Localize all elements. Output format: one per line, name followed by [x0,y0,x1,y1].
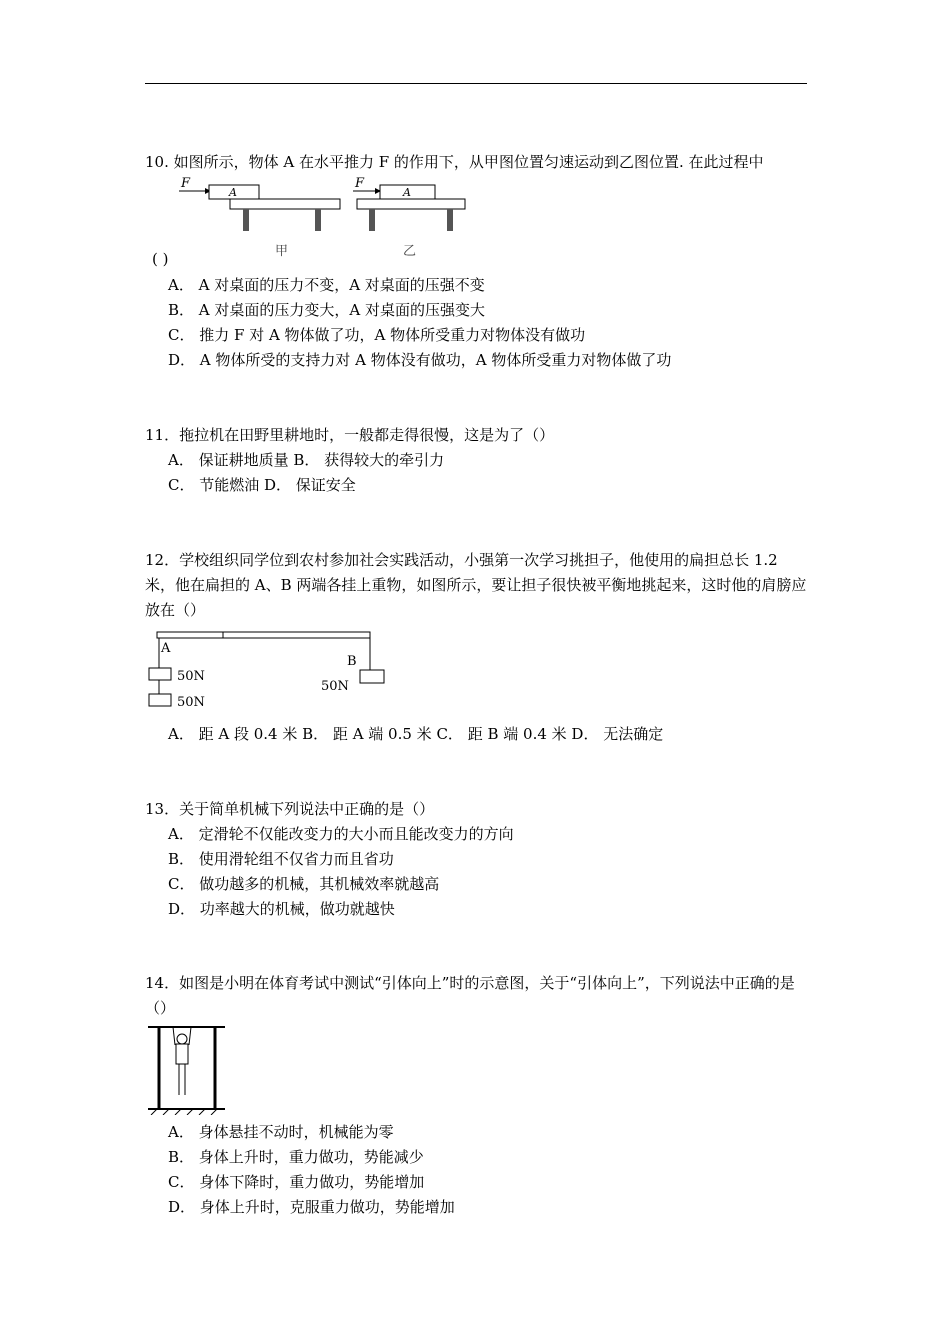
q14-option-b: B． 身体上升时，重力做功，势能减少 [168,1148,424,1166]
q10-yi-label: 乙 [403,244,417,259]
question-11-stem: 11．拖拉机在田野里耕地时，一般都走得很慢，这是为了（） [145,426,555,444]
q10-a-label-2: A [403,186,411,199]
question-14-stem: 14．如图是小明在体育考试中测试“引体向上”时的示意图，关于“引体向上”，下列说法中正确的是（） [145,974,795,1017]
q13-option-a: A． 定滑轮不仅能改变力的大小而且能改变力的方向 [168,825,514,843]
header-rule [145,83,807,84]
q10-f-label-1: F [181,176,191,191]
q10-a-label-1: A [229,186,237,199]
q10-option-d: D． A 物体所受的支持力对 A 物体没有做功，A 物体所受重力对物体做了功 [168,351,672,369]
q10-option-c: C． 推力 F 对 A 物体做了功，A 物体所受重力对物体没有做功 [168,326,586,344]
question-10-stem: 10. 如图所示，物体 A 在水平推力 F 的作用下，从甲图位置匀速运动到乙图位置. 在此过程中 [145,153,764,171]
q14-option-d: D． 身体上升时，克服重力做功，势能增加 [168,1198,455,1216]
q10-table-1 [230,199,340,209]
q10-option-b: B． A 对桌面的压力变大，A 对桌面的压强变大 [168,301,485,319]
question-11 [145,423,810,498]
q12-pole [157,632,370,638]
q12-weight-b: 50N [321,679,349,694]
q13-option-c: C． 做功越多的机械，其机械效率就越高 [168,875,440,893]
question-13 [145,797,810,922]
q10-jia-label: 甲 [275,244,289,259]
q10-paren: ( ) [152,250,169,268]
q12-weight-a1: 50N [177,669,205,684]
q14-option-a: A． 身体悬挂不动时，机械能为零 [168,1123,394,1141]
question-13-stem: 13．关于简单机械下列说法中正确的是（） [145,800,435,818]
q12-weight-a2: 50N [177,695,205,710]
q12-a-label: A [161,641,171,656]
q10-figure [175,175,475,265]
q13-option-d: D． 功率越大的机械，做功就越快 [168,900,395,918]
q13-option-b: B． 使用滑轮组不仅省力而且省功 [168,850,394,868]
question-12 [145,548,810,623]
q10-f-label-2: F [355,176,365,191]
q11-option-cd: C． 节能燃油 D． 保证安全 [168,476,356,494]
question-14-options [145,1120,810,1220]
q12-b-label: B [347,654,357,669]
question-12-options [145,722,810,747]
question-10 [145,150,810,175]
q11-option-ab: A． 保证耕地质量 B． 获得较大的牵引力 [168,451,445,469]
q12-options: A． 距 A 段 0.4 米 B． 距 A 端 0.5 米 C． 距 B 端 0.4 米 D． 无法确定 [168,725,664,743]
q12-figure [147,628,392,713]
question-10-options [145,273,810,373]
q10-option-a: A． A 对桌面的压力不变，A 对桌面的压强不变 [168,276,485,294]
question-14 [145,971,810,1021]
question-12-stem: 12．学校组织同学位到农村参加社会实践活动，小强第一次学习挑担子，他使用的扁担总长 1.2 米，他在扁担的 A、B 两端各挂上重物，如图所示，要让担子很快被平衡地挑起来，这时他的肩膀应放在（） [145,551,807,619]
q14-figure [145,1023,230,1115]
q14-option-c: C． 身体下降时，重力做功，势能增加 [168,1173,425,1191]
q10-table-2 [357,199,465,209]
